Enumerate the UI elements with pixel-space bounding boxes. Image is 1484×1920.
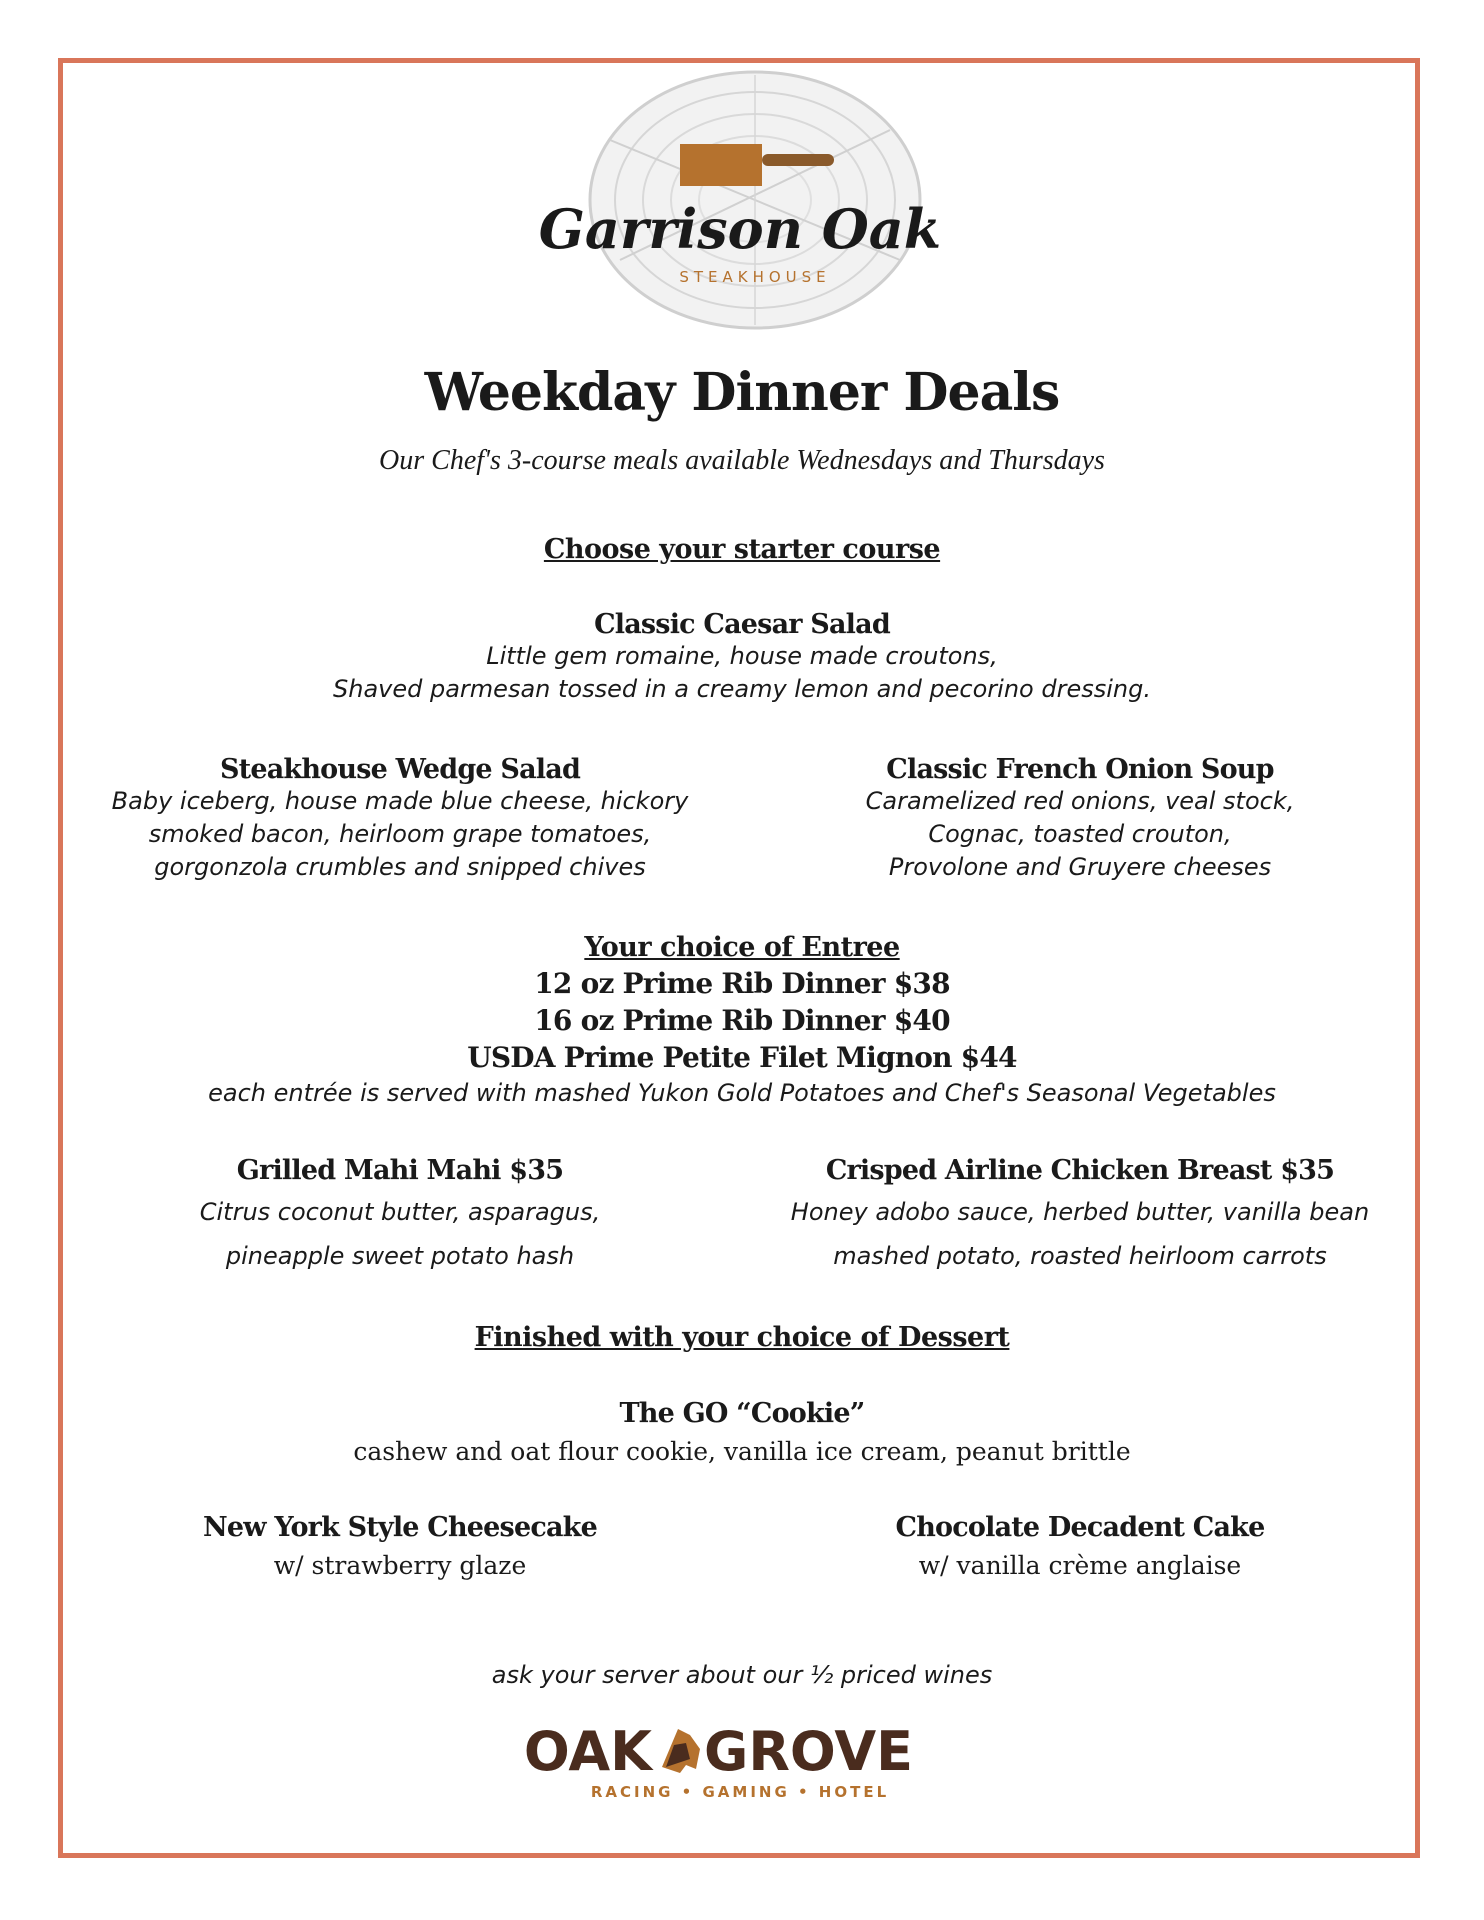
tree-ring-logo-graphic bbox=[530, 70, 970, 340]
mahi-description: Citrus coconut butter, asparagus, pineapple sweet potato hash bbox=[199, 1198, 601, 1270]
wedge-name: Steakhouse Wedge Salad bbox=[219, 754, 581, 785]
cleaver-icon bbox=[680, 144, 762, 186]
entree-heading: Your choice of Entree bbox=[584, 932, 900, 963]
oak-grove-logo-graphic bbox=[523, 1715, 940, 1805]
cookie-description: cashew and oat flour cookie, vanilla ice cream, peanut brittle bbox=[353, 1437, 1131, 1466]
caesar-description: Little gem romaine, house made croutons, Shaved parmesan tossed in a creamy lemon and pecorino dressing. bbox=[333, 642, 1151, 703]
cheesecake-description: w/ strawberry glaze bbox=[273, 1551, 527, 1580]
entree-item: 16 oz Prime Rib Dinner $40 bbox=[534, 1004, 950, 1037]
chocolate-name: Chocolate Decadent Cake bbox=[895, 1512, 1265, 1543]
entree-note: each entrée is served with mashed Yukon Gold Potatoes and Chef's Seasonal Vegetables bbox=[208, 1079, 1276, 1107]
horse-head-icon bbox=[662, 1729, 700, 1773]
onion-name: Classic French Onion Soup bbox=[886, 754, 1274, 785]
starter-heading: Choose your starter course bbox=[543, 534, 941, 565]
chocolate-description: w/ vanilla crème anglaise bbox=[918, 1551, 1242, 1580]
cheesecake-name: New York Style Cheesecake bbox=[203, 1512, 597, 1543]
entree-item: 12 oz Prime Rib Dinner $38 bbox=[534, 967, 950, 1000]
logo-oak-text: OAK bbox=[523, 1720, 652, 1783]
onion-description: Caramelized red onions, veal stock, Cognac, toasted crouton, Provolone and Gruyere cheeses bbox=[865, 787, 1295, 881]
wedge-description: Baby iceberg, house made blue cheese, hickory smoked bacon, heirloom grape tomatoes, gorgonzola crumbles and snipped chives bbox=[111, 787, 689, 881]
logo-tagline: RACING • GAMING • HOTEL bbox=[590, 1783, 890, 1801]
caesar-name: Classic Caesar Salad bbox=[594, 609, 890, 640]
dessert-heading: Finished with your choice of Dessert bbox=[474, 1322, 1010, 1353]
logo-subtitle: STEAKHOUSE bbox=[679, 268, 831, 286]
wine-note: ask your server about our ½ priced wines bbox=[491, 1661, 993, 1689]
mahi-name: Grilled Mahi Mahi $35 bbox=[236, 1155, 564, 1186]
logo-wordmark: Garrison Oak bbox=[538, 197, 942, 261]
garrison-oak-logo bbox=[530, 70, 970, 340]
entree-item: USDA Prime Petite Filet Mignon $44 bbox=[467, 1041, 1017, 1074]
page-subtitle: Our Chef's 3-course meals available Wednesdays and Thursdays bbox=[379, 445, 1105, 476]
chicken-description: Honey adobo sauce, herbed butter, vanilla bean mashed potato, roasted heirloom carrots bbox=[790, 1198, 1370, 1270]
cookie-name: The GO “Cookie” bbox=[619, 1398, 865, 1429]
logo-grove-text: GROVE bbox=[704, 1720, 914, 1783]
oak-grove-logo bbox=[523, 1715, 940, 1805]
entree-list bbox=[0, 965, 1484, 1076]
chicken-name: Crisped Airline Chicken Breast $35 bbox=[825, 1155, 1335, 1186]
page-title: Weekday Dinner Deals bbox=[424, 362, 1060, 423]
